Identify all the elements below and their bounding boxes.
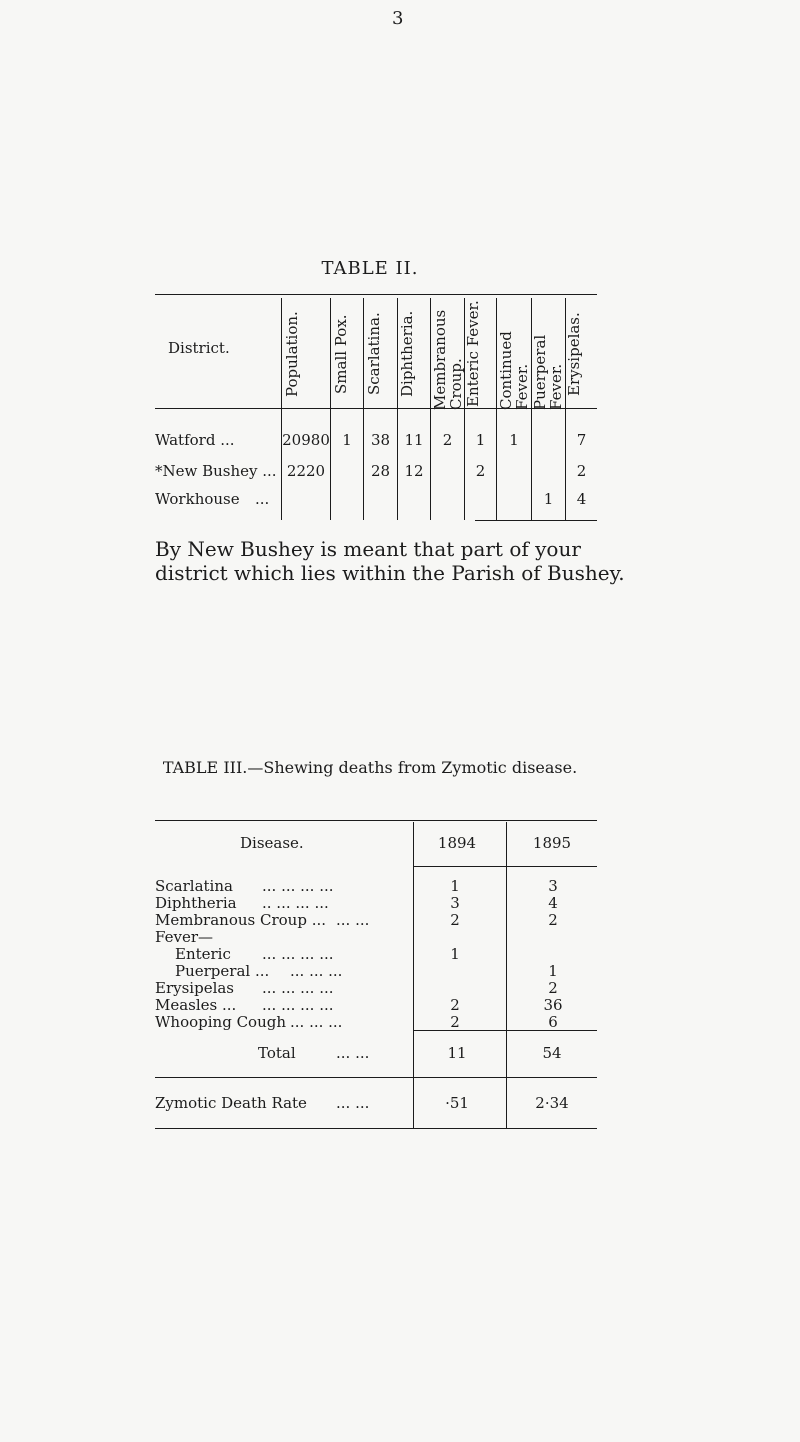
table-3-title: TABLE III.—Shewing deaths from Zymotic disease.	[162, 758, 578, 777]
disease-label: Fever—	[155, 928, 213, 946]
table-cell: 28	[370, 462, 391, 480]
leader-dots: .. ... ... ...	[262, 894, 329, 912]
year-header: 1894	[437, 834, 477, 852]
table-cell: 2	[475, 462, 486, 480]
table-cell: 1	[475, 431, 486, 449]
leader-dots: ... ... ... ...	[262, 945, 334, 963]
column-header: Continued Fever.	[497, 331, 531, 410]
column-header: Scarlatina.	[365, 312, 383, 396]
district-name: Workhouse	[155, 490, 240, 508]
column-header: Population.	[283, 311, 301, 397]
leader-dots: ... ...	[336, 911, 370, 929]
table-cell: 4	[576, 490, 587, 508]
total-1894: 11	[447, 1044, 467, 1062]
value-1894: 3	[450, 894, 460, 912]
table-2-top-rule	[155, 294, 597, 295]
table-cell: 1	[342, 431, 352, 449]
col-rule	[506, 822, 507, 1128]
value-1894: 2	[450, 911, 460, 929]
table-cell: 2220	[286, 462, 326, 480]
value-1894: 2	[450, 1013, 460, 1031]
table-cell: 7	[576, 431, 587, 449]
district-name: Watford ...	[155, 431, 235, 449]
leader-dots: ... ... ... ...	[262, 996, 334, 1014]
table-cell: 2	[442, 431, 453, 449]
column-header: Erysipelas.	[565, 312, 583, 396]
table-2-bottom-rule	[475, 520, 597, 521]
column-header: Puerperal Fever.	[531, 334, 565, 410]
page-number: 3	[392, 8, 404, 29]
value-1895: 2	[548, 911, 558, 929]
leader-dots: ... ...	[336, 1044, 370, 1062]
col-rule	[413, 822, 414, 1128]
table-cell: 1	[543, 490, 554, 508]
value-1894: 1	[450, 877, 460, 895]
table-cell: 2	[576, 462, 587, 480]
district-header: District.	[168, 339, 230, 357]
disease-label: Measles ...	[155, 996, 237, 1014]
table-3-total-rule	[155, 1077, 597, 1078]
column-header: Diphtheria.	[398, 310, 416, 398]
leader-dots: ... ... ... ...	[262, 877, 334, 895]
value-1894: 1	[450, 945, 460, 963]
disease-label: Diphtheria	[155, 894, 237, 912]
value-1895: 4	[548, 894, 558, 912]
table-cell: 1	[509, 431, 519, 449]
col-rule	[330, 298, 331, 520]
table-3-header-rule	[413, 866, 597, 867]
year-header: 1895	[532, 834, 572, 852]
value-1895: 3	[548, 877, 558, 895]
col-rule	[281, 298, 282, 520]
leader-dots: ... ... ...	[290, 1013, 343, 1031]
rate-1894: ·51	[445, 1094, 469, 1112]
disease-label: Erysipelas	[155, 979, 235, 997]
disease-header: Disease.	[240, 834, 304, 852]
disease-label: Enteric	[175, 945, 231, 963]
disease-label: Membranous Croup ...	[155, 911, 327, 929]
column-header: Membranous Croup.	[431, 309, 465, 410]
rate-label: Zymotic Death Rate	[155, 1094, 307, 1112]
disease-label: Scarlatina	[155, 877, 233, 895]
rate-1895: 2·34	[535, 1094, 569, 1112]
disease-label: Whooping Cough	[155, 1013, 287, 1031]
value-1895: 6	[548, 1013, 558, 1031]
disease-label: Puerperal ...	[175, 962, 270, 980]
table-3-bottom-rule	[155, 1128, 597, 1129]
table-cell: 12	[404, 462, 424, 480]
value-1895: 36	[543, 996, 563, 1014]
leader-dots: ... ... ...	[290, 962, 343, 980]
table-2-title: TABLE II.	[321, 258, 419, 279]
district-name: *New Bushey ...	[155, 462, 277, 480]
table-cell: 20980	[282, 431, 330, 449]
column-header: Enteric Fever.	[464, 300, 482, 408]
column-header: Small Pox.	[332, 314, 350, 394]
table-cell: 38	[370, 431, 391, 449]
total-1895: 54	[542, 1044, 562, 1062]
leader-dots: ... ... ... ...	[262, 979, 334, 997]
leader-dots: ... ...	[336, 1094, 370, 1112]
table-3-top-rule	[155, 820, 597, 821]
footnote: By New Bushey is meant that part of your district which lies within the Parish of Bushey.	[155, 537, 625, 585]
table-cell: 11	[404, 431, 424, 449]
value-1895: 2	[548, 979, 558, 997]
value-1895: 1	[548, 962, 558, 980]
total-label: Total	[258, 1044, 296, 1062]
leader-dots: ...	[255, 490, 270, 508]
value-1894: 2	[450, 996, 460, 1014]
